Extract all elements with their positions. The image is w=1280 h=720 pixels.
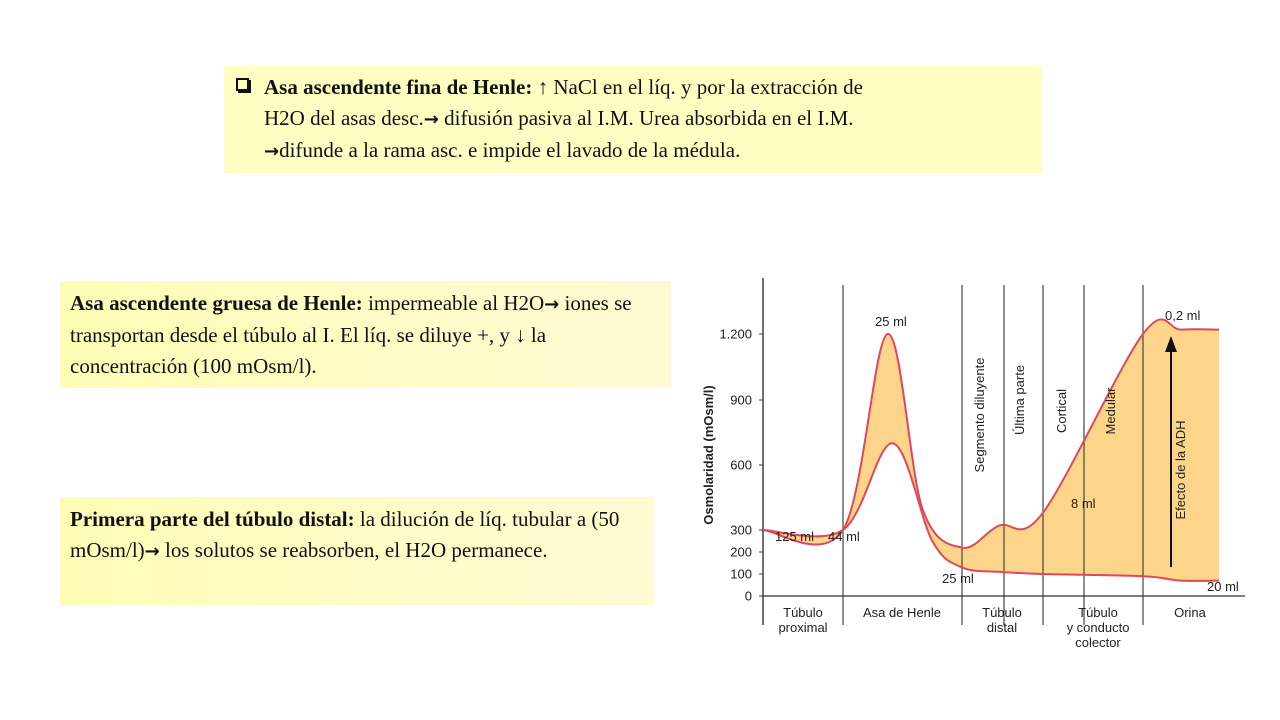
- volume-annotation: 125 ml: [775, 529, 815, 544]
- y-tick-label: 600: [730, 457, 752, 473]
- volume-annotation: 0,2 ml: [1165, 308, 1201, 323]
- volume-annotation: 25 ml: [942, 571, 974, 586]
- adh-effect-label: Efecto de la ADH: [1173, 420, 1188, 520]
- right-arrow-icon: →: [144, 541, 160, 562]
- right-arrow-icon: →: [423, 109, 439, 130]
- distal-text-b: los solutos se reabsorben, el H2O permanece.: [159, 538, 548, 562]
- y-tick-label: 100: [730, 566, 752, 582]
- volume-annotation: 25 ml: [875, 314, 907, 329]
- right-arrow-icon: →: [264, 141, 280, 162]
- y-tick-label: 200: [730, 544, 752, 560]
- region-label: Última parte: [1012, 364, 1027, 436]
- volume-annotation: 44 ml: [828, 529, 860, 544]
- volume-annotation: 8 ml: [1071, 496, 1096, 511]
- distal-text-a: la dilución de líq. tubular a (50 mOsm/l): [70, 507, 620, 562]
- region-label: Cortical: [1054, 388, 1069, 434]
- thin-limb-line1: ↑ NaCl en el líq. y por la extracción de: [532, 75, 863, 99]
- segment-label: distal: [986, 620, 1018, 635]
- y-axis-label: Osmolaridad (mOsm/l): [701, 385, 716, 525]
- segment-label: Túbulo: [982, 605, 1022, 620]
- y-tick-label: 0: [744, 588, 752, 604]
- distal-heading: Primera parte del túbulo distal:: [70, 507, 355, 531]
- segment-label: Túbulo: [783, 605, 823, 620]
- segment-label: Asa de Henle: [862, 605, 942, 620]
- thick-limb-text-b: iones se transportan desde el túbulo al I. El líq. se diluye +, y ↓ la concentración (100 mOsm/l).: [70, 291, 632, 378]
- y-tick-label: 1.200: [719, 326, 752, 342]
- thin-limb-heading: Asa ascendente fina de Henle:: [264, 75, 533, 99]
- y-tick-label: 900: [730, 392, 752, 408]
- right-arrow-icon: →: [544, 294, 560, 315]
- y-tick-label: 300: [730, 522, 752, 538]
- segment-label: Orina: [1174, 605, 1206, 620]
- region-label: Medular: [1103, 387, 1118, 435]
- thin-limb-line2a: H2O del asas desc.: [264, 106, 424, 130]
- region-label: Segmento diluyente: [972, 357, 987, 473]
- thick-limb-text-a: impermeable al H2O: [362, 291, 545, 315]
- volume-annotation: 20 ml: [1207, 579, 1239, 594]
- segment-label: proximal: [778, 620, 828, 635]
- thick-limb-heading: Asa ascendente gruesa de Henle:: [70, 291, 363, 315]
- segment-label: y conducto: [1066, 620, 1130, 635]
- segment-label: colector: [1075, 635, 1121, 650]
- thin-limb-line3: difunde a la rama asc. e impide el lavado de la médula.: [279, 138, 741, 162]
- thin-limb-line2b: difusión pasiva al I.M. Urea absorbida en el I.M.: [438, 106, 854, 130]
- segment-label: Túbulo: [1078, 605, 1118, 620]
